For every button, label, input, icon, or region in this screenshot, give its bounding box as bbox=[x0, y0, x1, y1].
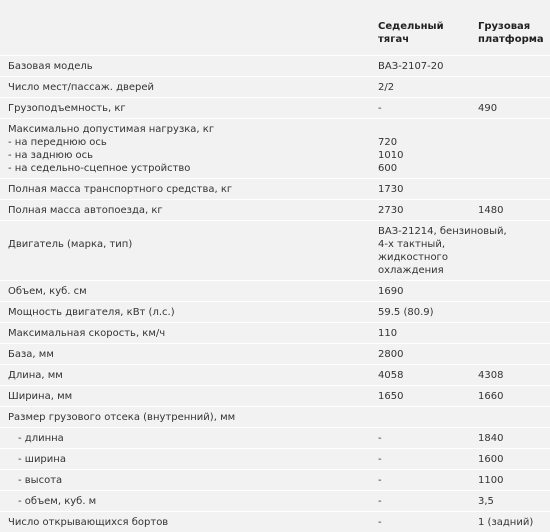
row-tractor: 59.5 (80.9) bbox=[370, 302, 470, 323]
row-label: База, мм bbox=[0, 344, 370, 365]
row-label: - длинна bbox=[0, 428, 370, 449]
row-label: Базовая модель bbox=[0, 56, 370, 77]
row-label: Двигатель (марка, тип) bbox=[0, 221, 370, 281]
row-label: Число открывающихся бортов bbox=[0, 512, 370, 532]
row-tractor: 110 bbox=[370, 323, 470, 344]
table-row bbox=[0, 512, 550, 532]
table-header bbox=[0, 0, 550, 56]
row-tractor: 2800 bbox=[370, 344, 470, 365]
row-label: - объем, куб. м bbox=[0, 491, 370, 512]
table-row bbox=[0, 77, 550, 98]
row-platform: 1100 bbox=[470, 470, 550, 491]
row-tractor: - bbox=[370, 428, 470, 449]
row-tractor: 2/2 bbox=[370, 77, 470, 98]
row-platform bbox=[470, 77, 550, 98]
row-tractor: 1730 bbox=[370, 179, 470, 200]
row-tractor: ВАЗ-21214, бензиновый, 4-х тактный, жидкостного охлаждения bbox=[370, 221, 550, 281]
row-tractor: 1690 bbox=[370, 281, 470, 302]
row-subvalue: 600 bbox=[378, 162, 470, 175]
row-label: Полная масса автопоезда, кг bbox=[0, 200, 370, 221]
row-label: Длина, мм bbox=[0, 365, 370, 386]
row-tractor: - bbox=[370, 491, 470, 512]
row-platform bbox=[470, 323, 550, 344]
table-row bbox=[0, 56, 550, 77]
table-row bbox=[0, 386, 550, 407]
row-platform bbox=[470, 56, 550, 77]
row-tractor: 1650 bbox=[370, 386, 470, 407]
table-row bbox=[0, 344, 550, 365]
row-label: Грузоподъемность, кг bbox=[0, 98, 370, 119]
row-tractor: ВАЗ-2107-20 bbox=[370, 56, 470, 77]
row-platform bbox=[470, 344, 550, 365]
row-platform: 3,5 bbox=[470, 491, 550, 512]
row-platform bbox=[470, 281, 550, 302]
table-row bbox=[0, 221, 550, 281]
row-label: - ширина bbox=[0, 449, 370, 470]
table-row bbox=[0, 407, 550, 428]
row-platform: 1600 bbox=[470, 449, 550, 470]
table-row bbox=[0, 449, 550, 470]
row-platform bbox=[470, 407, 550, 428]
header-empty bbox=[0, 0, 370, 56]
table-row bbox=[0, 200, 550, 221]
row-sublabel: - на заднюю ось bbox=[8, 149, 370, 162]
row-label: - высота bbox=[0, 470, 370, 491]
row-platform bbox=[470, 302, 550, 323]
table-row bbox=[0, 365, 550, 386]
row-tractor: - bbox=[370, 98, 470, 119]
row-label: Максимальная скорость, км/ч bbox=[0, 323, 370, 344]
row-sublabel: - на переднюю ось bbox=[8, 136, 370, 149]
row-label bbox=[0, 119, 370, 179]
row-platform: 4308 bbox=[470, 365, 550, 386]
row-tractor: 2730 bbox=[370, 200, 470, 221]
header-platform: Грузовая платформа bbox=[470, 0, 550, 56]
row-tractor: - bbox=[370, 449, 470, 470]
row-label: Объем, куб. см bbox=[0, 281, 370, 302]
row-subvalue: 720 bbox=[378, 136, 470, 149]
row-subvalue: 1010 bbox=[378, 149, 470, 162]
row-tractor: - bbox=[370, 512, 470, 532]
table-row bbox=[0, 98, 550, 119]
row-sublabel: - на седельно-сцепное устройство bbox=[8, 162, 370, 175]
row-tractor: 4058 bbox=[370, 365, 470, 386]
row-platform: 1660 bbox=[470, 386, 550, 407]
row-label: Полная масса транспортного средства, кг bbox=[0, 179, 370, 200]
row-label: Ширина, мм bbox=[0, 386, 370, 407]
row-tractor: - bbox=[370, 470, 470, 491]
table-row bbox=[0, 470, 550, 491]
row-tractor bbox=[370, 407, 470, 428]
row-platform: 490 bbox=[470, 98, 550, 119]
header-tractor: Седельный тягач bbox=[370, 0, 470, 56]
table-row bbox=[0, 302, 550, 323]
table-row bbox=[0, 428, 550, 449]
row-label: Размер грузового отсека (внутренний), мм bbox=[0, 407, 370, 428]
row-platform: 1840 bbox=[470, 428, 550, 449]
table-row bbox=[0, 491, 550, 512]
row-label: Число мест/пассаж. дверей bbox=[0, 77, 370, 98]
row-platform: 1480 bbox=[470, 200, 550, 221]
row-platform bbox=[470, 179, 550, 200]
row-label-main: Максимально допустимая нагрузка, кг bbox=[8, 123, 370, 136]
row-platform: 1 (задний) bbox=[470, 512, 550, 532]
row-platform bbox=[470, 119, 550, 179]
row-label: Мощность двигателя, кВт (л.с.) bbox=[0, 302, 370, 323]
table-row bbox=[0, 119, 550, 179]
table-row bbox=[0, 179, 550, 200]
table-row bbox=[0, 281, 550, 302]
row-tractor bbox=[370, 119, 470, 179]
table-row bbox=[0, 323, 550, 344]
